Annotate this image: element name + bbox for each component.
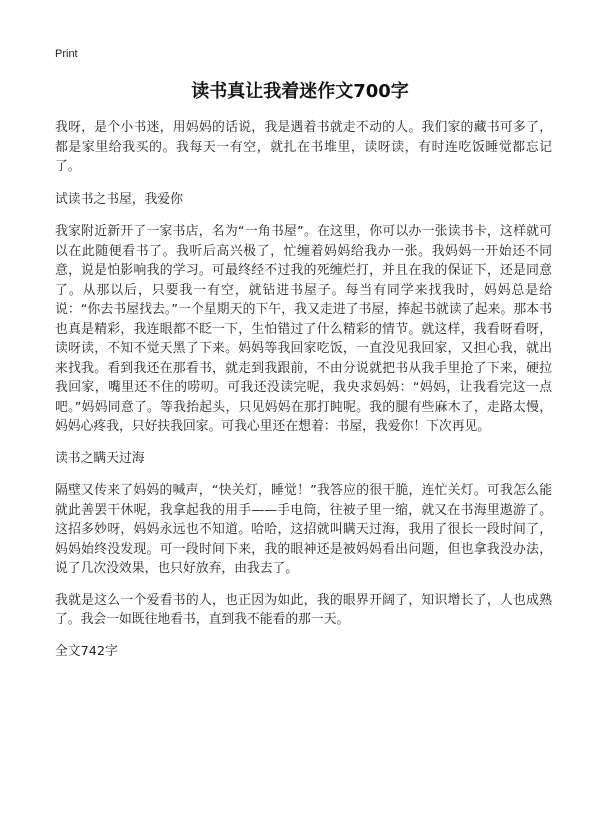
article-body [55, 118, 552, 661]
intro-paragraph: 我呀，是个小书迷，用妈妈的话说，我是遇着书就走不动的人。我们家的藏书可多了，都是家里给我买的。我每天一有空，就扎在书堆里，读呀读，有时连吃饭睡觉都忘记了。 [55, 120, 552, 174]
print-link[interactable]: Print [55, 48, 78, 60]
conclusion-paragraph: 我就是这么一个爱看书的人，也正因为如此，我的眼界开阔了，知识增长了，人也成熟了。我会一如既往地看书，直到我不能看的那一天。 [55, 592, 552, 627]
section-paragraph-secret-reading: 隔壁又传来了妈妈的喊声，“快关灯，睡觉！”我答应的很干脆，连忙关灯。可我怎么能就此善罢干休呢，我拿起我的用手——手电筒，往被子里一缩，就又在书海里遨游了。这招多妙呀，妈妈永远也不知道。哈哈，这招就叫瞒天过海，我用了很长一段时间了，妈妈始终没发现。可一段时间下来，我的眼神还是被妈妈看出问题，但也拿我没办法，说了几次没效果，也只好放弃，由我去了。 [55, 483, 552, 576]
section-paragraph-bookstore: 我家附近新开了一家书店，名为“一角书屋”。在这里，你可以办一张读书卡，这样就可以在此随便看书了。我听后高兴极了，忙缠着妈妈给我办一张。我妈妈一开始还不同意，说是怕影响我的学习。可最终经不过我的死缠烂打，并且在我的保证下，还是同意了。从那以后，只要我一有空，就钻进书屋子。每当有同学来找我时，妈妈总是给说：“你去书屋找去。”一个星期天的下午，我又走进了书屋，捧起书就读了起来。那本书也真是精彩，我连眼都不眨一下，生怕错过了什么精彩的情节。就这样，我看呀看呀，读呀读，不知不觉天黑了下来。妈妈等我回家吃饭，一直没见我回家，又担心我，就出来找我。看到我还在那看书，就走到我跟前，不由分说就把书从我手里抢了下来，硬拉我回家，嘴里还不住的唠叨。可我还没读完呢，我央求妈妈：“妈妈，让我看完这一点吧。”妈妈同意了。等我抬起头，只见妈妈在那打盹呢。我的腿有些麻木了，走路太慢，妈妈心疼我，只好扶我回家。可我心里还在想着：书屋，我爱你！下次再见。 [55, 224, 552, 434]
article-title: 读书真让我着迷作文700字 [191, 81, 409, 102]
section-heading-secret-reading: 读书之瞒天过海 [55, 450, 145, 466]
section-heading-bookstore: 试读书之书屋，我爱你 [55, 191, 183, 207]
word-count: 全文742字 [55, 643, 118, 659]
